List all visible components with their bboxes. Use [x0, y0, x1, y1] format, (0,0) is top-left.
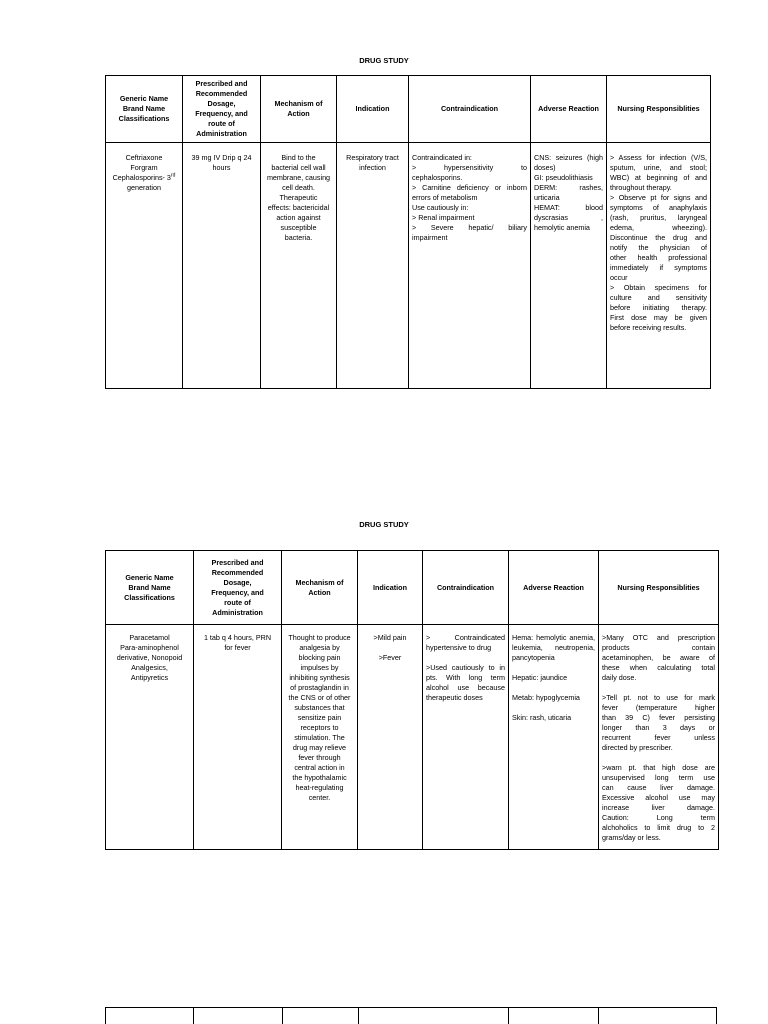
text-line: >Mild pain — [373, 633, 407, 642]
text-line: Contraindicated in: — [412, 153, 472, 162]
text-line: can cause liver damage. — [602, 783, 715, 792]
text-line: Discontinue the drug and — [610, 233, 707, 242]
text-line: > Contraindicated — [426, 633, 505, 642]
text-line: before receiving results. — [610, 323, 687, 332]
text-line: daily dose. — [602, 673, 637, 682]
text-line: inhibiting synthesis — [289, 673, 350, 682]
text-line: dyscrasias , — [534, 213, 603, 222]
text-line: Excessive alcohol use may — [602, 793, 715, 802]
text-line: > Assess for infection (V/S, — [610, 153, 707, 162]
text-line: bacteria. — [284, 233, 313, 242]
text-line: >warn pt. that high dose are — [602, 763, 715, 772]
indication-cell — [358, 625, 423, 850]
dosage-cell — [194, 625, 282, 850]
mechanism-cell — [282, 625, 358, 850]
text-line: Prescribed and — [211, 557, 264, 567]
text-line: effects: bactericidal — [267, 203, 330, 212]
generic-name-lines — [109, 153, 179, 173]
text-line: Brand Name — [122, 104, 166, 113]
text-line: Mechanism of — [295, 577, 344, 587]
text-line: Frequency, and — [211, 587, 264, 597]
text-line: action against — [276, 213, 321, 222]
text-line: hours — [212, 163, 231, 172]
text-line: Prescribed and — [195, 79, 248, 88]
text-line: cephalosporins. — [412, 173, 463, 182]
text-line: >Tell pt. not to use for mark — [602, 693, 715, 702]
header-generic — [106, 551, 194, 625]
text-line: Therapeutic — [279, 193, 318, 202]
text-line: Metab: hypoglycemia — [512, 693, 580, 702]
text-line: sensitize pain — [297, 713, 342, 722]
header-contraindication: Contraindication — [409, 76, 531, 143]
paragraph — [602, 763, 715, 843]
text-line: Administration — [196, 129, 247, 138]
header-dosage — [183, 76, 261, 143]
text-line: drug may relieve — [292, 743, 347, 752]
text-line: Administration — [212, 607, 263, 617]
text-line: alcohol use because — [426, 683, 505, 692]
text-line: recurrent fever unless — [602, 733, 715, 742]
text-line: DERM: rashes, — [534, 183, 603, 192]
text-line: longer than 3 days or — [602, 723, 715, 732]
text-line: increase liver damage. — [602, 803, 715, 812]
text-line: Antipyretics — [130, 673, 169, 682]
text-line: leukemia, neutropenia, — [512, 643, 595, 652]
text-line: membrane, causing — [266, 173, 331, 182]
drug-study-table-3-partial — [105, 1007, 717, 1024]
classification-superscript: rd — [170, 172, 176, 179]
generic-name-cell — [106, 625, 194, 850]
text-line: Recommended — [211, 567, 264, 577]
drug-row — [106, 625, 719, 850]
paragraph — [512, 713, 595, 723]
text-line: for fever — [224, 643, 251, 652]
text-line: the hypothalamic — [292, 773, 347, 782]
nursing-responsibilities-cell — [607, 143, 711, 389]
header-adverse-reaction: Adverse Reaction — [509, 551, 599, 625]
text-line: Dosage, — [207, 99, 236, 108]
text-line: 1 tab q 4 hours, PRN — [203, 633, 272, 642]
header-contraindication: Contraindication — [423, 551, 509, 625]
text-line: > Carnitine deficiency or inborn — [412, 183, 527, 192]
text-line: >Many OTC and prescription — [602, 633, 715, 642]
text-line: alchoholics to limit drug to 2 — [602, 823, 715, 832]
header-nursing-responsibilities: Nursing Responsiblities — [607, 76, 711, 143]
text-line: analgesia by — [299, 643, 340, 652]
text-line: occur — [610, 273, 628, 282]
text-line: > Obtain specimens for — [610, 283, 707, 292]
indication-cell — [337, 143, 409, 389]
text-line: Frequency, and — [195, 109, 248, 118]
header-mechanism — [261, 76, 337, 143]
text-line: therapeutic doses — [426, 693, 483, 702]
drug-study-title-1: DRUG STUDY — [359, 56, 409, 65]
contraindication-cell — [423, 625, 509, 850]
text-line: Forgram — [130, 163, 158, 172]
text-line: > Observe pt for signs and — [610, 193, 707, 202]
text-line: Classifications — [124, 592, 175, 602]
text-line: impulses by — [300, 663, 339, 672]
text-line: doses) — [534, 163, 556, 172]
adverse-reaction-cell — [509, 625, 599, 850]
header-row — [106, 76, 711, 143]
text-line: edema, wheezing). — [610, 223, 707, 232]
paragraph — [426, 633, 505, 653]
text-line: symptoms of anaphylaxis — [610, 203, 707, 212]
header-mechanism — [282, 551, 358, 625]
classification-prefix: Cephalosporins- 3 — [112, 173, 171, 182]
paragraph — [512, 673, 595, 683]
text-line: route of — [208, 119, 235, 128]
paragraph — [426, 663, 505, 703]
text-line: Action — [308, 587, 331, 597]
text-line: grams/day or less. — [602, 833, 661, 842]
text-line: > Severe hepatic/ biliary — [412, 223, 527, 232]
text-line: derivative, Nonopoid — [116, 653, 183, 662]
text-line: notify the physician of — [610, 243, 707, 252]
text-line: blocking pain — [298, 653, 341, 662]
text-line: of prostaglandin in — [290, 683, 349, 692]
text-line: Classifications — [118, 114, 170, 123]
text-line: fever (temperature higher — [602, 703, 715, 712]
text-line: Dosage, — [223, 577, 252, 587]
paragraph — [602, 693, 715, 753]
generic-name-cell — [106, 143, 183, 389]
header-adverse-reaction: Adverse Reaction — [531, 76, 607, 143]
text-line: culture and sensitivity — [610, 293, 707, 302]
classification-text — [109, 173, 179, 183]
text-line: GI: pseudolithiasis — [534, 173, 593, 182]
text-line: susceptible — [280, 223, 317, 232]
paragraph — [512, 693, 595, 703]
text-line: HEMAT: blood — [534, 203, 603, 212]
text-line: products contain — [602, 643, 715, 652]
mechanism-cell — [261, 143, 337, 389]
text-line: sputum, urine, and stool; — [610, 163, 707, 172]
text-line: Generic Name — [125, 572, 174, 582]
text-line: throughout therapy. — [610, 183, 672, 192]
classification-suffix: generation — [127, 183, 161, 192]
text-line: Hepatic: jaundice — [512, 673, 568, 682]
text-line: center. — [308, 793, 331, 802]
text-line: cell death. — [282, 183, 315, 192]
text-line: >Fever — [378, 653, 402, 662]
text-line: Generic Name — [119, 94, 169, 103]
text-line: than 39 C) fever persisting — [602, 713, 715, 722]
text-line: > hypersensitivity to — [412, 163, 527, 172]
text-line: immediately if symptoms — [610, 263, 707, 272]
text-line: > Renal impairment — [412, 213, 475, 222]
text-line: Para-aminophenol — [120, 643, 179, 652]
nursing-responsibilities-cell — [599, 625, 719, 850]
header-dosage — [194, 551, 282, 625]
text-line: Skin: rash, uticaria — [512, 713, 572, 722]
text-line: route of — [224, 597, 251, 607]
text-line: pancytopenia — [512, 653, 555, 662]
text-line: impairment — [412, 233, 448, 242]
header-row — [106, 551, 719, 625]
text-line: Analgesics, — [131, 663, 168, 672]
text-line: infection — [359, 163, 386, 172]
text-line: Respiratory tract — [346, 153, 399, 162]
text-line: Mechanism of — [274, 99, 323, 108]
text-line: CNS: seizures (high — [534, 153, 603, 162]
text-line: hemolytic anemia — [534, 223, 590, 232]
adverse-reaction-cell — [531, 143, 607, 389]
text-line: the CNS or of other — [288, 693, 351, 702]
drug-study-table-1 — [105, 75, 711, 389]
drug-study-title-2: DRUG STUDY — [359, 520, 409, 529]
text-line: substances that — [294, 703, 345, 712]
text-line: fever through — [298, 753, 341, 762]
text-line: errors of metabolism — [412, 193, 478, 202]
text-line: central action in — [294, 763, 345, 772]
header-generic — [106, 76, 183, 143]
text-line: Hema: hemolytic anemia, — [512, 633, 595, 642]
text-line: WBC) at beginning of and — [610, 173, 707, 182]
text-line: >Used cautiously to in — [426, 663, 505, 672]
contraindication-cell — [409, 143, 531, 389]
text-line: First dose may be given — [610, 313, 707, 322]
text-line: Brand Name — [128, 582, 171, 592]
text-line: Caution: Long term — [602, 813, 715, 822]
text-line: hypertensive to drug — [426, 643, 492, 652]
text-line: other health professional — [610, 253, 707, 262]
text-line: heat-regulating — [295, 783, 344, 792]
text-line: 39 mg IV Drip q 24 — [191, 153, 252, 162]
header-nursing-responsibilities: Nursing Responsiblities — [599, 551, 719, 625]
text-line: (rash, pruritus, laryngeal — [610, 213, 707, 222]
text-line: before initiating therapy. — [610, 303, 707, 312]
text-line: acetaminophen, be aware of — [602, 653, 715, 662]
text-line: stimulation. The — [294, 733, 345, 742]
text-line: Bind to the — [281, 153, 316, 162]
text-line: Recommended — [195, 89, 248, 98]
drug-row — [106, 143, 711, 389]
text-line: receptors to — [300, 723, 339, 732]
header-indication: Indication — [358, 551, 423, 625]
text-line: directed by prescriber. — [602, 743, 673, 752]
text-line: Ceftriaxone — [125, 153, 163, 162]
text-line: Paracetamol — [129, 633, 170, 642]
header-indication: Indication — [337, 76, 409, 143]
drug-study-table-2 — [105, 550, 719, 850]
text-line: Action — [287, 109, 310, 118]
text-line: Use cautiously in: — [412, 203, 469, 212]
paragraph — [512, 633, 595, 663]
text-line: unsupervised long term use — [602, 773, 715, 782]
text-line: pts. With long term — [426, 673, 505, 682]
dosage-cell — [183, 143, 261, 389]
text-line: urticaria — [534, 193, 560, 202]
text-line: bacterial cell wall — [271, 163, 326, 172]
paragraph — [602, 633, 715, 683]
text-line: these when calculating total — [602, 663, 715, 672]
text-line: Thought to produce — [288, 633, 351, 642]
